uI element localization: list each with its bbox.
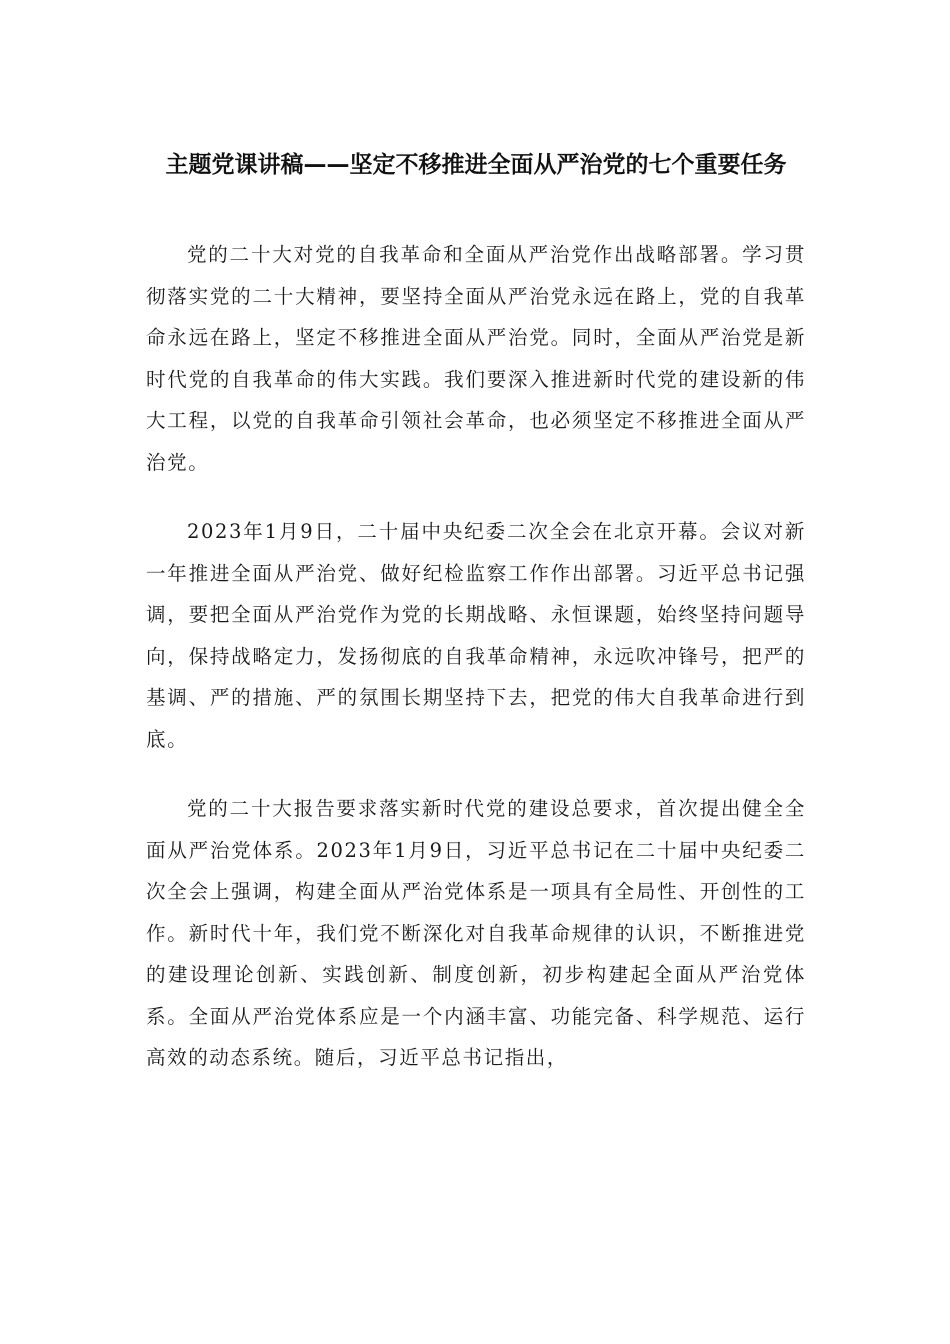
paragraph-1: 党的二十大对党的自我革命和全面从严治党作出战略部署。学习贯彻落实党的二十大精神，要坚持全面从严治党永远在路上，党的自我革命永远在路上，坚定不移推进全面从严治党。同时，全面从严治党是新时代党的自我革命的伟大实践。我们要深入推进新时代党的建设新的伟大工程，以党的自我革命引领社会革命，也必须坚定不移推进全面从严治党。 <box>146 243 806 474</box>
document-title: 主题党课讲稿——坚定不移推进全面从严治党的七个重要任务 <box>165 152 787 178</box>
document-body <box>146 234 806 1107</box>
paragraph-2: 2023年1月9日，二十届中央纪委二次全会在北京开幕。会议对新一年推进全面从严治党、做好纪检监察工作作出部署。习近平总书记强调，要把全面从严治党作为党的长期战略、永恒课题，始终坚持问题导向，保持战略定力，发扬彻底的自我革命精神，永远吹冲锋号，把严的基调、严的措施、严的氛围长期坚持下去，把党的伟大自我革命进行到底。 <box>146 520 806 751</box>
paragraph-3: 党的二十大报告要求落实新时代党的建设总要求，首次提出健全全面从严治党体系。2023年1月9日，习近平总书记在二十届中央纪委二次全会上强调，构建全面从严治党体系是一项具有全局性、开创性的工作。新时代十年，我们党不断深化对自我革命规律的认识，不断推进党的建设理论创新、实践创新、制度创新，初步构建起全面从严治党体系。全面从严治党体系应是一个内涵丰富、功能完备、科学规范、运行高效的动态系统。随后，习近平总书记指出， <box>146 797 806 1069</box>
